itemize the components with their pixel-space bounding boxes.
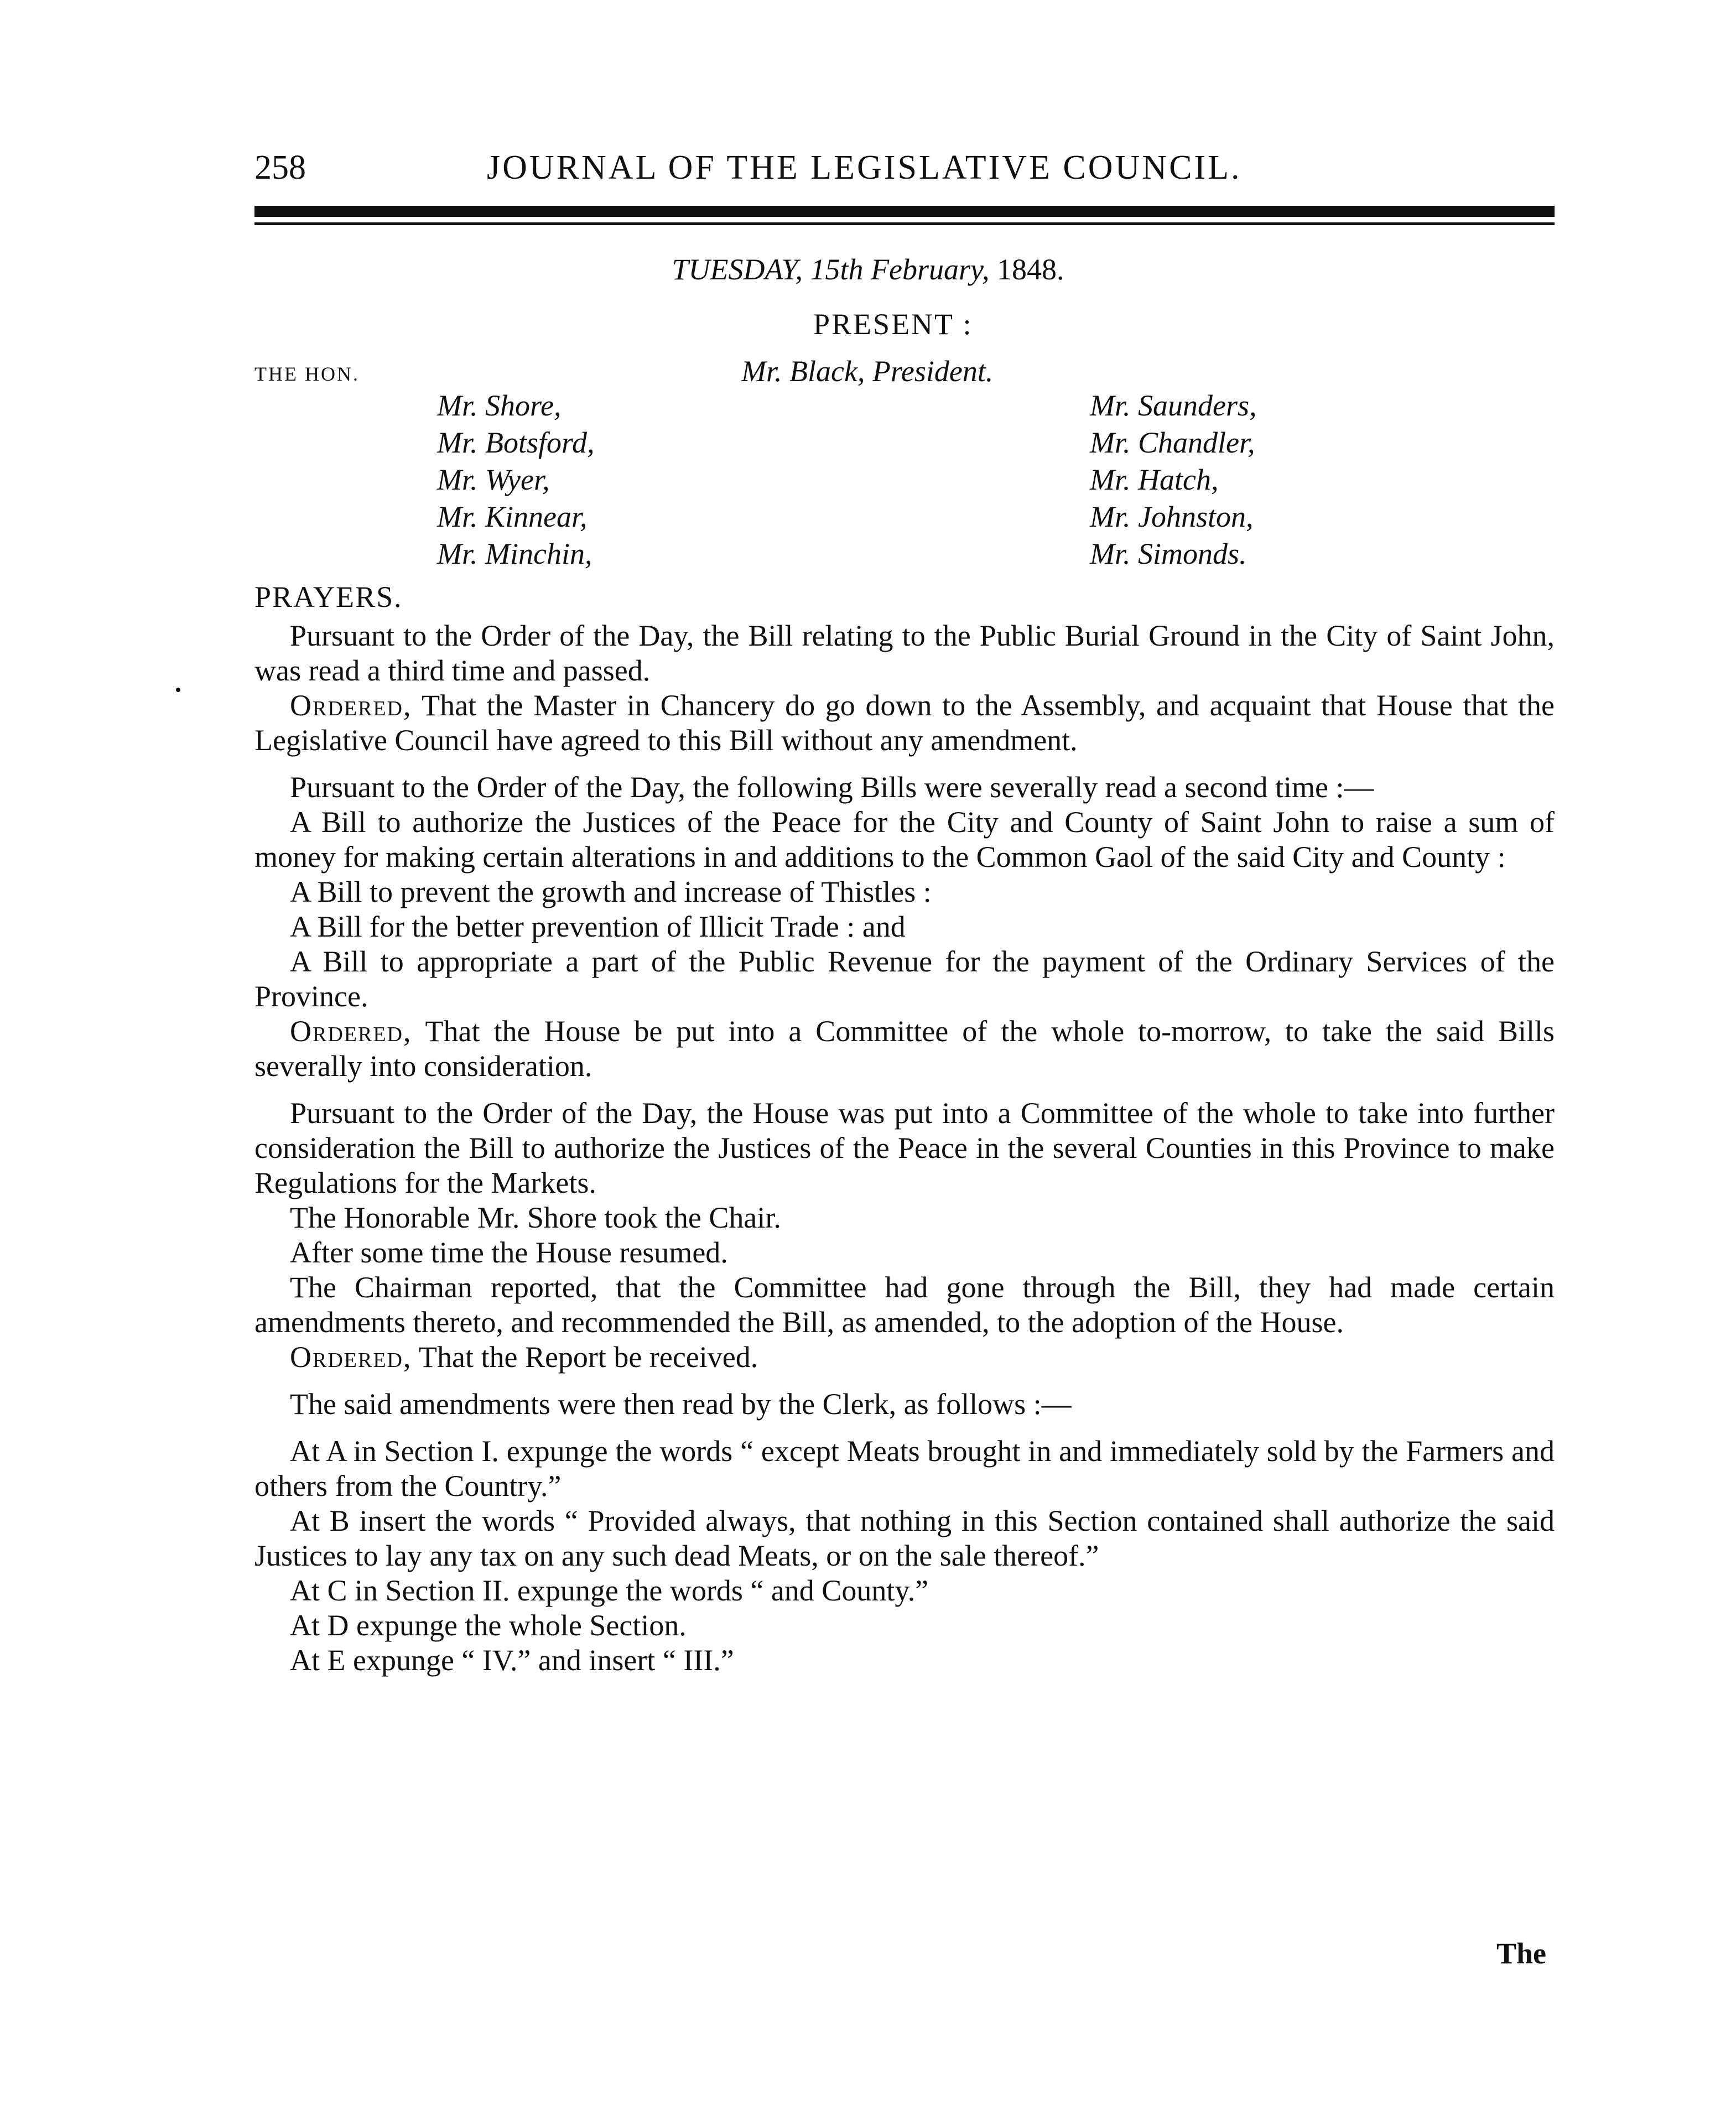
journal-paragraph <box>254 1573 1555 1608</box>
ordered-lead: Ordered, <box>290 689 412 722</box>
paragraph-text: Pursuant to the Order of the Day, the House was put into a Committee of the whole to take into further consideration the Bill to authorize the Justices of the Peace in the several Counties in this Province to make Regulations for the Markets. <box>254 1096 1555 1199</box>
running-head: JOURNAL OF THE LEGISLATIVE COUNCIL. <box>487 149 1242 186</box>
journal-paragraph <box>254 1235 1555 1270</box>
journal-paragraph <box>254 1200 1555 1235</box>
the-hon-label: THE HON. <box>254 363 360 385</box>
catchword: The <box>1496 1937 1547 1970</box>
paragraph-text: Pursuant to the Order of the Day, the Bill relating to the Public Burial Ground in the City of Saint John, was read a third time and passed. <box>254 619 1555 687</box>
journal-paragraph <box>254 944 1555 1014</box>
date-month: February, <box>871 253 990 286</box>
date-day: TUESDAY, <box>672 253 803 286</box>
date-day-of-month: 15th <box>810 253 864 286</box>
ordered-lead: Ordered, <box>290 1340 412 1374</box>
header-rule-thick <box>254 206 1555 217</box>
member-name: Mr. Hatch, <box>1090 463 1219 496</box>
member-name: Mr. Simonds. <box>1090 537 1247 570</box>
paragraph-text: At B insert the words “ Provided always, that nothing in this Section contained shall authorize the said Justices to lay any tax on any such dead Meats, or on the sale thereof.” <box>254 1504 1555 1572</box>
journal-paragraph <box>254 618 1555 688</box>
member-name: Mr. Minchin, <box>437 537 592 570</box>
date-line <box>0 252 1736 287</box>
journal-paragraph <box>254 1504 1555 1573</box>
paragraph-text: A Bill to prevent the growth and increase of Thistles : <box>290 875 932 908</box>
present-heading: PRESENT : <box>813 308 973 341</box>
paragraph-text: At C in Section II. expunge the words “ and County.” <box>290 1574 929 1607</box>
journal-paragraph <box>254 1608 1555 1643</box>
president-line: Mr. Black, President. <box>741 355 994 388</box>
paragraph-text: After some time the House resumed. <box>290 1236 728 1269</box>
paragraph-text: A Bill to appropriate a part of the Public Revenue for the payment of the Ordinary Services of the Province. <box>254 945 1555 1013</box>
journal-body <box>254 618 1555 1678</box>
member-name: Mr. Botsford, <box>437 426 595 459</box>
journal-paragraph <box>254 1270 1555 1340</box>
journal-paragraph <box>254 1340 1555 1375</box>
journal-paragraph <box>254 688 1555 758</box>
paragraph-text: That the Report be received. <box>412 1340 758 1374</box>
paragraph-text: Pursuant to the Order of the Day, the following Bills were severally read a second time :— <box>290 771 1374 804</box>
member-name: Mr. Chandler, <box>1090 426 1255 459</box>
members-right-column <box>1090 387 1257 573</box>
ordered-lead: Ordered, <box>290 1015 412 1048</box>
journal-paragraph <box>254 909 1555 944</box>
journal-paragraph <box>254 1096 1555 1200</box>
paragraph-text: That the Master in Chancery do go down to the Assembly, and acquaint that House that the Legislative Council have agreed to this Bill without any amendment. <box>254 689 1555 757</box>
journal-paragraph <box>254 770 1555 805</box>
member-name: Mr. Shore, <box>437 389 562 422</box>
journal-paragraph <box>254 1643 1555 1678</box>
paragraph-text: The Honorable Mr. Shore took the Chair. <box>290 1201 781 1234</box>
paragraph-text: At E expunge “ IV.” and insert “ III.” <box>290 1644 734 1677</box>
journal-paragraph <box>254 1387 1555 1422</box>
page-header <box>254 148 1555 198</box>
member-name: Mr. Kinnear, <box>437 500 588 533</box>
paragraph-text: That the House be put into a Committee of the whole to-morrow, to take the said Bills severally into consideration. <box>254 1015 1555 1083</box>
paragraph-text: The said amendments were then read by the Clerk, as follows :— <box>290 1387 1072 1421</box>
header-rule-thin <box>254 222 1555 225</box>
stray-ink-mark <box>176 688 180 692</box>
journal-paragraph <box>254 1014 1555 1084</box>
page-number: 258 <box>254 149 306 186</box>
prayers-heading: PRAYERS. <box>254 580 403 614</box>
paragraph-text: A Bill to authorize the Justices of the Peace for the City and County of Saint John to raise a sum of money for making certain alterations in and additions to the Common Gaol of the said City and County : <box>254 805 1555 874</box>
paragraph-text: At D expunge the whole Section. <box>290 1609 687 1642</box>
member-name: Mr. Saunders, <box>1090 389 1257 422</box>
member-name: Mr. Wyer, <box>437 463 550 496</box>
journal-paragraph <box>254 1434 1555 1504</box>
members-left-column <box>437 387 595 573</box>
journal-paragraph <box>254 875 1555 909</box>
paragraph-text: At A in Section I. expunge the words “ except Meats brought in and immediately sold by the Farmers and others from the Country.” <box>254 1434 1555 1503</box>
paragraph-text: A Bill for the better prevention of Illicit Trade : and <box>290 910 906 943</box>
member-name: Mr. Johnston, <box>1090 500 1254 533</box>
paragraph-text: The Chairman reported, that the Committee had gone through the Bill, they had made certain amendments thereto, and recommended the Bill, as amended, to the adoption of the House. <box>254 1271 1555 1339</box>
journal-paragraph <box>254 805 1555 875</box>
date-year: 1848. <box>997 253 1064 286</box>
